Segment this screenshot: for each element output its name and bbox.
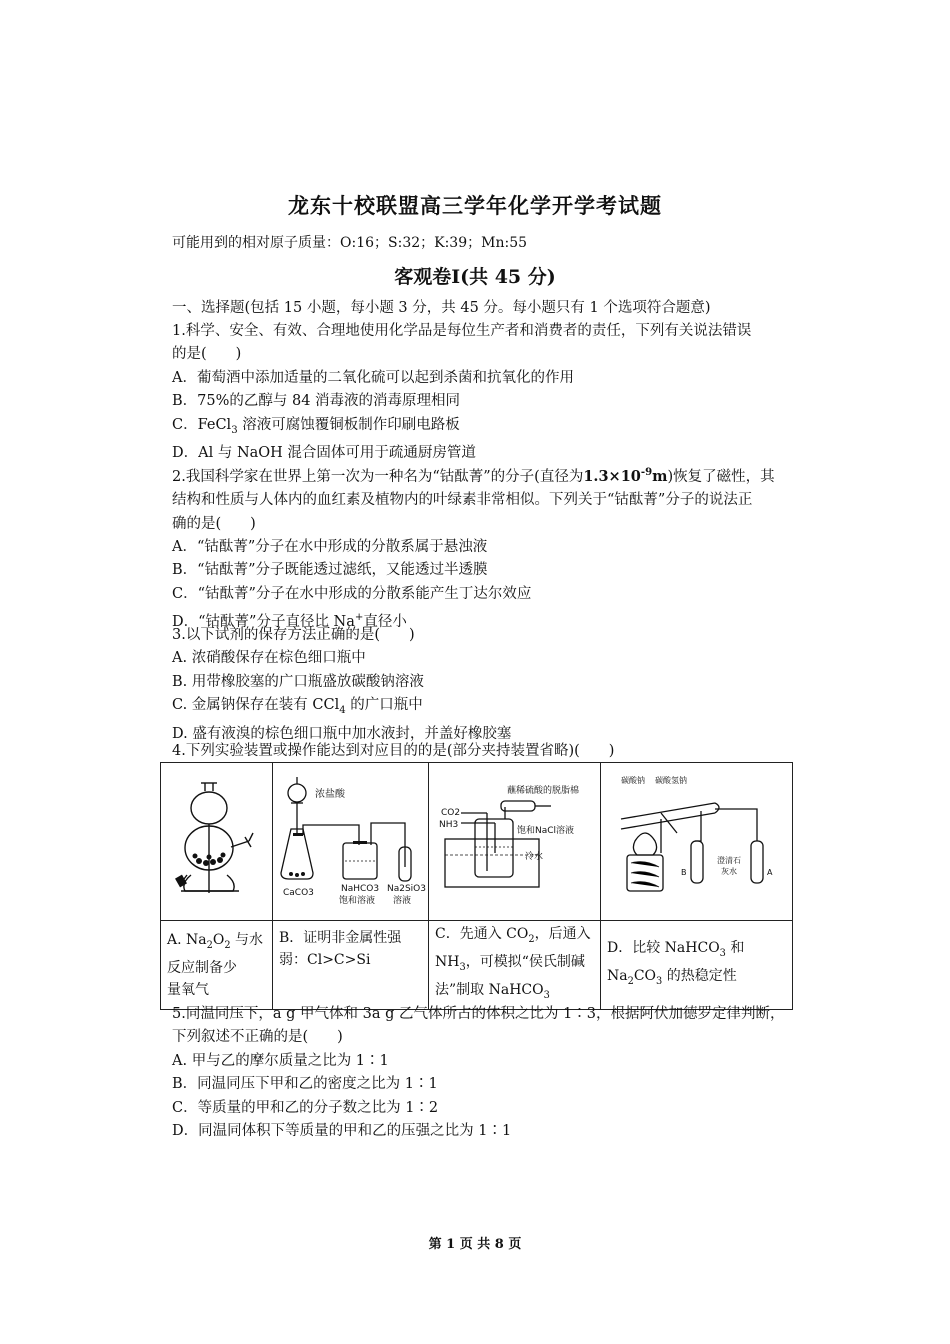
q3-c-post: 的广口瓶中: [345, 697, 423, 714]
q3-c-sub: 4: [339, 705, 346, 717]
label-cotton: 蘸稀硫酸的脱脂棉: [507, 786, 580, 796]
apparatus-table: [160, 762, 793, 1010]
caption-a-line2: 反应制备少: [167, 959, 237, 976]
cap-a-mid: O: [212, 932, 225, 949]
question-3-option-d: D. 盛有液溴的棕色细口瓶中加水液封，并盖好橡胶塞: [172, 725, 512, 742]
q2-d-post: 直径小: [363, 614, 407, 631]
caption-d: [601, 921, 793, 1010]
page-title: 龙东十校联盟高三学年化学开学考试题: [288, 193, 662, 218]
question-1-option-b: B．75%的乙醇与 84 消毒液的消毒原理相同: [172, 393, 461, 410]
question-2-stem-line3: 确的是( ): [172, 515, 256, 532]
page-footer: 第 1 页 共 8 页: [428, 1237, 522, 1252]
question-2-option-a: A．“钴酞菁”分子在水中形成的分散系属于悬浊液: [172, 539, 488, 556]
question-1-option-c: [172, 414, 792, 442]
cap-d-post: 和: [725, 940, 745, 957]
question-1-option-d: D．Al 与 NaOH 混合固体可用于疏通厨房管道: [172, 444, 476, 461]
figure-a-cell: [161, 763, 273, 921]
cap-a-post: 与水: [230, 932, 264, 949]
label-limewater-2: 灰水: [721, 867, 737, 876]
cap-d2-sub2: 3: [656, 975, 663, 987]
question-3-option-b: B. 用带橡胶塞的广口瓶盛放碳酸钠溶液: [172, 673, 424, 690]
label-nahco3-d: 碳酸氢钠: [655, 776, 687, 785]
hou-process-apparatus-figure: [429, 763, 599, 916]
figure-d-cell: [601, 763, 793, 921]
label-nh3: NH3: [439, 820, 459, 830]
cap-d2-mid: CO: [633, 968, 657, 984]
label-na2co3: 碳酸钠: [621, 776, 645, 785]
label-cold-water: 冷水: [525, 852, 544, 862]
question-5-option-c: C．等质量的甲和乙的分子数之比为 1∶2: [172, 1099, 439, 1116]
q2-stem-unit: m: [652, 467, 668, 485]
cap-d2-sub1: 2: [627, 975, 634, 987]
question-5-stem-line2: 下列叙述不正确的是( ): [172, 1029, 343, 1046]
cap-a-pre: A. Na: [167, 932, 207, 949]
question-3-stem: 3.以下试剂的保存方法正确的是( ): [172, 627, 415, 643]
label-na2sio3-sol: 溶液: [393, 896, 412, 906]
cap-c2-post: ，可模拟“侯氏制碱: [465, 954, 585, 971]
q2-d-pre: D．“钴酞菁”分子直径比 Na: [172, 614, 355, 631]
cap-a-sub2: 2: [224, 939, 231, 951]
label-sat-nacl: 饱和NaCl溶液: [517, 826, 575, 836]
q2-d-sup: +: [354, 612, 364, 624]
question-5: [172, 1003, 792, 1143]
question-2-stem-line2: 结构和性质与人体内的血红素及植物内的叶绿素非常相似。下列关于“钴酞菁”分子的说法正: [172, 492, 753, 509]
question-4: [172, 740, 792, 763]
thermal-stability-apparatus-figure: [601, 763, 791, 916]
q3-c-pre: C. 金属钠保存在装有 CCl: [172, 697, 340, 714]
q1-c-sub: 3: [231, 424, 238, 436]
label-limewater: 澄清石: [717, 856, 741, 865]
section-title: 客观卷Ⅰ(共 45 分): [394, 266, 556, 288]
cap-c-pre: C．先通入 CO: [435, 926, 529, 943]
question-1-stem-line2: 的是( ): [172, 346, 242, 363]
question-5-option-b: B．同温同压下甲和乙的密度之比为 1∶1: [172, 1076, 438, 1093]
acid-strength-apparatus-figure: [273, 763, 427, 916]
q2-stem-post: )恢复了磁性，其: [667, 468, 775, 485]
caption-c-line2: [435, 951, 594, 979]
cap-c-post: ，后通入: [534, 926, 591, 943]
kipp-apparatus-figure: [161, 763, 271, 916]
label-co2: CO2: [441, 808, 461, 818]
q2-stem-exponent: -9: [640, 466, 653, 478]
caption-a-line3: 量氧气: [167, 981, 209, 998]
figure-c-cell: [429, 763, 601, 921]
atomic-masses: 可能用到的相对原子质量：O:16；S:32；K:39；Mn:55: [172, 235, 528, 251]
question-1-option-a: A．葡萄酒中添加适量的二氧化硫可以起到杀菌和抗氧化的作用: [172, 369, 574, 386]
q1-c-text-pre: C．FeCl: [172, 416, 232, 433]
question-3: [172, 624, 792, 746]
question-5-option-a: A. 甲与乙的摩尔质量之比为 1∶1: [172, 1052, 389, 1069]
cap-c2-pre: NH: [435, 954, 460, 971]
section-intro: 一、选择题(包括 15 小题，每小题 3 分，共 45 分。每小题只有 1 个选项符合题意): [172, 300, 711, 316]
question-1: [172, 320, 792, 465]
cap-d2-pre: Na: [607, 968, 628, 984]
caption-b-line1: B．证明非金属性强: [279, 930, 402, 946]
caption-c: [429, 921, 601, 1010]
cap-d-pre: D．比较 NaHCO: [607, 940, 720, 957]
caption-c-line1: [435, 923, 594, 951]
caption-d-line2: [607, 965, 786, 993]
question-2: [172, 461, 792, 635]
q1-c-text-post: 溶液可腐蚀覆铜板制作印刷电路板: [237, 416, 460, 433]
question-5-option-d: D．同温同体积下等质量的甲和乙的压强之比为 1∶1: [172, 1123, 512, 1140]
q2-stem-pre: 2.我国科学家在世界上第一次为一种名为“钴酞菁”的分子(直径为: [172, 468, 584, 485]
caption-b-line2: 弱：Cl>C>Si: [279, 952, 371, 968]
question-3-option-a: A. 浓硝酸保存在棕色细口瓶中: [172, 650, 366, 667]
figure-b-cell: [273, 763, 429, 921]
cap-d2-post: 的热稳定性: [662, 968, 737, 984]
question-1-stem-line1: 1.科学、安全、有效、合理地使用化学品是每位生产者和消费者的责任，下列有关说法错误: [172, 323, 752, 339]
caption-b: [273, 921, 429, 1010]
cap-d-sub: 3: [719, 948, 726, 959]
label-tube-a: A: [767, 868, 773, 877]
question-2-option-c: C．“钴酞菁”分子在水中形成的分散系能产生丁达尔效应: [172, 585, 532, 602]
cap-c3-sub: 3: [543, 989, 550, 1001]
label-caco3: CaCO3: [283, 888, 314, 898]
q2-stem-value: 1.3×10: [583, 467, 641, 485]
cap-c-sub: 2: [528, 934, 535, 946]
caption-d-line1: [607, 937, 786, 965]
label-nahco3: NaHCO3: [341, 884, 380, 894]
question-3-option-c: [172, 694, 792, 722]
label-tube-b: B: [681, 868, 687, 877]
label-nahco3-sat: 饱和溶液: [339, 896, 376, 906]
cap-c2-sub: 3: [459, 961, 466, 973]
cap-a-sub1: 2: [206, 939, 213, 951]
label-na2sio3: Na2SiO3: [387, 884, 426, 894]
caption-a: [161, 921, 273, 1010]
label-conc-hcl: 浓盐酸: [315, 789, 345, 800]
question-5-stem-line1: 5.同温同压下，a g 甲气体和 3a g 乙气体所占的体积之比为 1∶3，根据阿伏加德罗定律判断，: [172, 1006, 785, 1022]
cap-c3-pre: 法”制取 NaHCO: [435, 981, 544, 998]
question-2-option-b: B．“钴酞菁”分子既能透过滤纸，又能透过半透膜: [172, 562, 488, 579]
question-2-stem-line1: [172, 461, 792, 489]
caption-a-line1: [167, 929, 266, 957]
question-4-stem: 4.下列实验装置或操作能达到对应目的的是(部分夹持装置省略)( ): [172, 743, 615, 759]
